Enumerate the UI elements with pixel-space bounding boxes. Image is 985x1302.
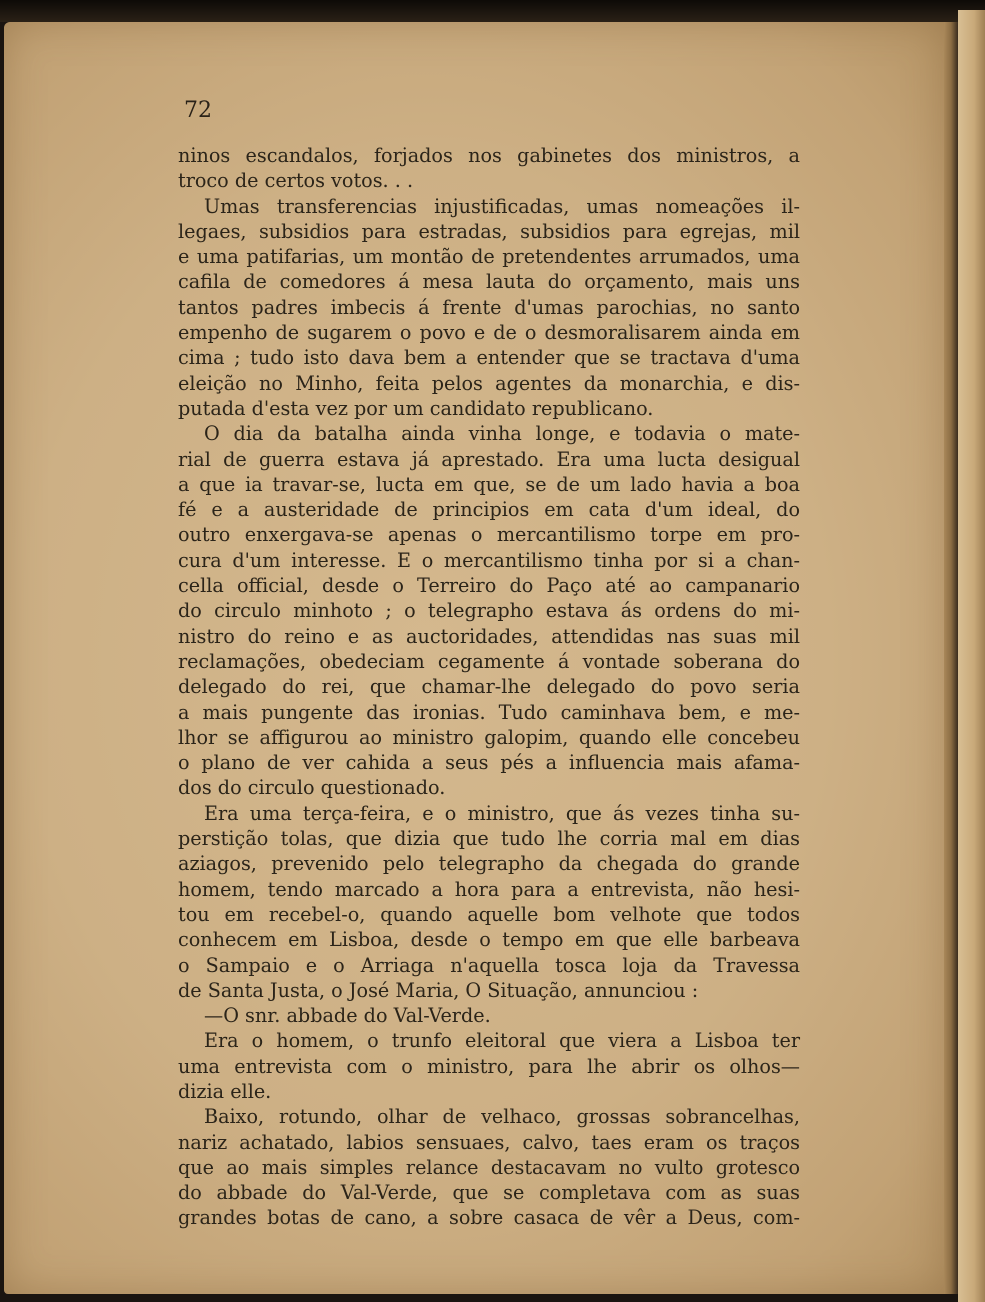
text-line: dos do circulo questionado. xyxy=(178,776,446,800)
text-line: cella official, desde o Terreiro do Paço até ao campanario xyxy=(178,574,800,598)
text-line: legaes, subsidios para estradas, subsidios para egrejas, mil xyxy=(178,219,800,243)
text-line: troco de certos votos. . . xyxy=(178,169,414,193)
text-line: Era o homem, o trunfo eleitoral que viera a Lisboa ter xyxy=(204,1029,800,1053)
text-line: nistro do reino e as auctoridades, attendidas nas suas mil xyxy=(178,624,800,648)
adjacent-page-strip xyxy=(958,10,985,1302)
text-line: reclamações, obedeciam cegamente á vontade soberana do xyxy=(178,649,800,673)
text-line: de Santa Justa, o José Maria, O Situação, annunciou : xyxy=(178,978,699,1002)
text-line: do circulo minhoto ; o telegrapho estava ás ordens do mi- xyxy=(178,599,800,623)
text-line: tou em recebel-o, quando aquelle bom velhote que todos xyxy=(178,902,800,926)
text-line: eleição no Minho, feita pelos agentes da monarchia, e dis- xyxy=(178,371,800,395)
text-line: O dia da batalha ainda vinha longe, e todavia o mate- xyxy=(204,422,800,446)
text-line: fé e a austeridade de principios em cata d'um ideal, do xyxy=(178,498,800,522)
text-line: Era uma terça-feira, e o ministro, que ás vezes tinha su- xyxy=(204,801,800,825)
body-text xyxy=(178,143,800,1231)
text-line: uma entrevista com o ministro, para lhe abrir os olhos— xyxy=(178,1054,800,1078)
text-line: cafila de comedores á mesa lauta do orçamento, mais uns xyxy=(178,270,800,294)
text-line: rial de guerra estava já aprestado. Era uma lucta desigual xyxy=(178,447,800,471)
text-line: a mais pungente das ironias. Tudo caminhava bem, e me- xyxy=(178,700,800,724)
text-line: putada d'esta vez por um candidato republicano. xyxy=(178,396,654,420)
text-line: Baixo, rotundo, olhar de velhaco, grossas sobrancelhas, xyxy=(204,1105,800,1129)
text-line: do abbade do Val-Verde, que se completava com as suas xyxy=(178,1181,800,1205)
text-line: a que ia travar-se, lucta em que, se de um lado havia a boa xyxy=(178,472,800,496)
text-line: que ao mais simples relance destacavam no vulto grotesco xyxy=(178,1155,800,1179)
text-line: dizia elle. xyxy=(178,1079,272,1103)
text-line: homem, tendo marcado a hora para a entrevista, não hesi- xyxy=(178,877,800,901)
page-number: 72 xyxy=(184,98,212,123)
text-line: empenho de sugarem o povo e de o desmoralisarem ainda em xyxy=(178,321,800,345)
text-line: lhor se affigurou ao ministro galopim, quando elle concebeu xyxy=(178,725,800,749)
text-line: delegado do rei, que chamar-lhe delegado do povo seria xyxy=(178,675,800,699)
text-line: nariz achatado, labios sensuaes, calvo, taes eram os traços xyxy=(178,1130,800,1154)
text-line: ninos escandalos, forjados nos gabinetes dos ministros, a xyxy=(178,144,800,167)
scan-top-border xyxy=(0,0,985,22)
text-line: cima ; tudo isto dava bem a entender que se tractava d'uma xyxy=(178,346,800,370)
text-line: cura d'um interesse. E o mercantilismo tinha por si a chan- xyxy=(178,548,800,572)
text-line: conhecem em Lisboa, desde o tempo em que elle barbeava xyxy=(178,928,800,952)
text-line: grandes botas de cano, a sobre casaca de vêr a Deus, com- xyxy=(178,1206,800,1230)
text-line: o plano de ver cahida a seus pés a influencia mais afama- xyxy=(178,751,800,775)
text-line: outro enxergava-se apenas o mercantilismo torpe em pro- xyxy=(178,523,800,547)
page-edge-shadow xyxy=(944,22,958,1294)
text-line: tantos padres imbecis á frente d'umas parochias, no santo xyxy=(178,295,800,319)
text-line: o Sampaio e o Arriaga n'aquella tosca loja da Travessa xyxy=(178,953,800,977)
text-line: —O snr. abbade do Val-Verde. xyxy=(204,1004,491,1028)
text-line: e uma patifarias, um montão de pretendentes arrumados, uma xyxy=(178,245,800,269)
text-line: Umas transferencias injustificadas, umas nomeações il- xyxy=(204,194,800,218)
text-line: aziagos, prevenido pelo telegrapho da chegada do grande xyxy=(178,852,800,876)
text-line: perstição tolas, que dizia que tudo lhe corria mal em dias xyxy=(178,827,800,851)
